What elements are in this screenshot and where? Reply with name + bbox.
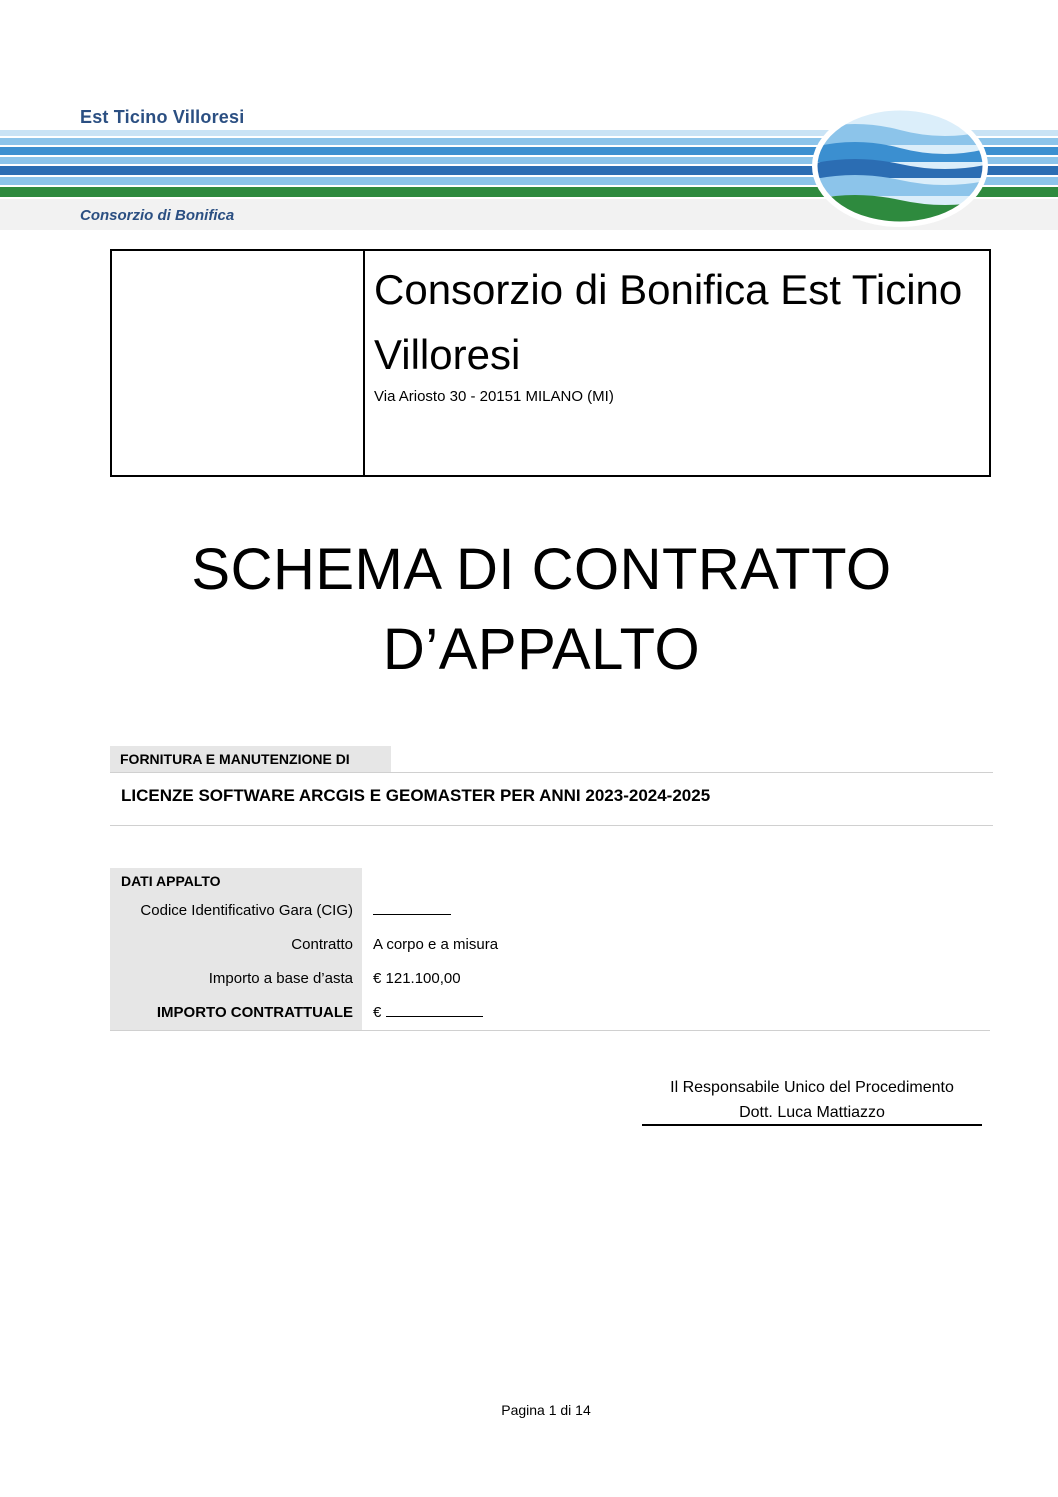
subject-top-rule: [110, 772, 993, 773]
row-label-contratto: Contratto: [110, 928, 362, 962]
row-value-importo-base: € 121.100,00: [373, 970, 461, 987]
row-value-cig: [373, 894, 451, 928]
row-label-importo-base: Importo a base d’asta: [110, 962, 362, 996]
dati-appalto-heading: DATI APPALTO: [110, 868, 362, 894]
org-title: Consorzio di Bonifica Est Ticino Villoresi: [374, 266, 963, 378]
document-title: [0, 530, 1058, 690]
subject-bottom-rule: [110, 825, 993, 826]
header-org-name: Est Ticino Villoresi: [80, 107, 245, 127]
signature-name: Dott. Luca Mattiazzo: [739, 1104, 885, 1121]
table-row: [110, 962, 990, 996]
document-title-line-1: SCHEMA DI CONTRATTO: [191, 537, 892, 602]
org-info-box: [110, 249, 991, 477]
table-row: [110, 894, 990, 928]
row-value-contratto: A corpo e a misura: [373, 936, 499, 953]
row-label-cig: Codice Identificativo Gara (CIG): [110, 894, 362, 928]
subject-value: LICENZE SOFTWARE ARCGIS E GEOMASTER PER ANNI 2023-2024-2025: [121, 786, 711, 805]
cig-blank-line: [373, 898, 451, 915]
table-row: [110, 996, 990, 1030]
table-row: [110, 928, 990, 962]
importo-blank-line: [386, 1000, 483, 1017]
document-title-line-2: D’APPALTO: [382, 617, 701, 682]
row-label-importo-contrattuale: IMPORTO CONTRATTUALE: [110, 996, 362, 1030]
box-divider: [363, 251, 365, 475]
signature-line: [642, 1124, 982, 1126]
header-org-type: Consorzio di Bonifica: [80, 207, 235, 224]
table-bottom-rule: [110, 1030, 990, 1031]
signature-role: Il Responsabile Unico del Procedimento: [670, 1079, 954, 1096]
page-number: Pagina 1 di 14: [501, 1402, 591, 1418]
subject-label: FORNITURA E MANUTENZIONE DI: [110, 746, 391, 772]
signature-block: [642, 1075, 982, 1125]
row-value-importo-contrattuale: €: [373, 996, 483, 1030]
org-address: Via Ariosto 30 - 20151 MILANO (MI): [374, 388, 614, 405]
